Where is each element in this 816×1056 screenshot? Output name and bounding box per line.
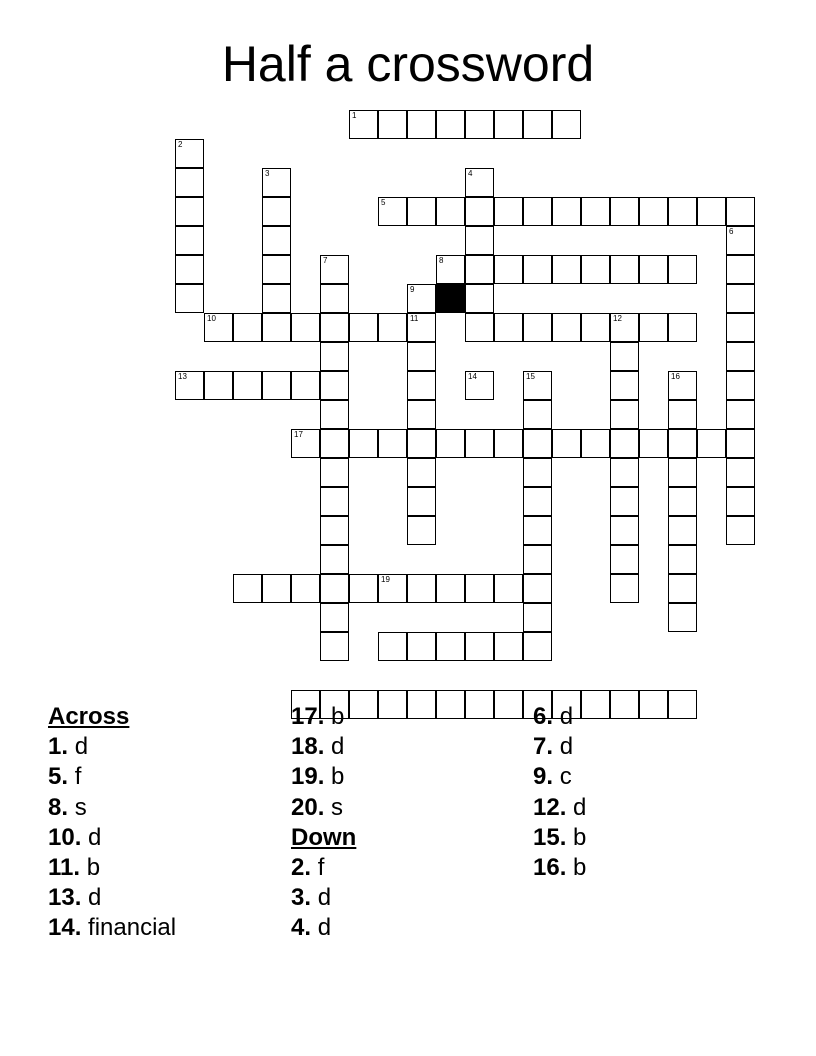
grid-cell[interactable]: [233, 313, 262, 342]
grid-cell[interactable]: [494, 313, 523, 342]
grid-cell[interactable]: [378, 690, 407, 719]
grid-cell[interactable]: [291, 574, 320, 603]
clue-number: 7: [323, 256, 328, 265]
grid-cell[interactable]: [262, 226, 291, 255]
grid-cell[interactable]: [320, 313, 349, 342]
clue-number: 10: [207, 314, 216, 323]
clue-item-text: s: [331, 793, 344, 821]
grid-cell[interactable]: [175, 371, 204, 400]
grid-cell[interactable]: [552, 197, 581, 226]
clue-item-number: 4.: [291, 914, 312, 942]
clue-number: 13: [178, 372, 187, 381]
grid-cell[interactable]: [581, 313, 610, 342]
grid-cell[interactable]: [668, 458, 697, 487]
clue-item: [48, 853, 176, 883]
grid-cell[interactable]: [320, 603, 349, 632]
grid-cell[interactable]: [494, 429, 523, 458]
grid-cell[interactable]: [668, 574, 697, 603]
clue-item-text: b: [86, 854, 101, 882]
clue-number: 11: [410, 314, 419, 323]
grid-cell[interactable]: [552, 313, 581, 342]
grid-cell[interactable]: [378, 574, 407, 603]
grid-cell[interactable]: [320, 284, 349, 313]
grid-cell[interactable]: [407, 110, 436, 139]
clue-item-text: d: [559, 703, 574, 730]
grid-cell[interactable]: [523, 574, 552, 603]
grid-cell[interactable]: [175, 197, 204, 226]
grid-cell[interactable]: [581, 197, 610, 226]
clue-number: 8: [439, 256, 444, 265]
clue-number: 14: [468, 372, 477, 381]
clue-number: 6: [729, 227, 734, 236]
grid-cell[interactable]: [465, 632, 494, 661]
grid-cell[interactable]: [436, 110, 465, 139]
grid-cell[interactable]: [349, 429, 378, 458]
clue-item: [291, 853, 356, 883]
grid-cell[interactable]: [320, 574, 349, 603]
grid-cell[interactable]: [639, 690, 668, 719]
grid-cell[interactable]: [378, 429, 407, 458]
clue-item-text: b: [331, 703, 345, 730]
clue-number: 15: [526, 372, 535, 381]
grid-cell[interactable]: [610, 574, 639, 603]
grid-cell[interactable]: [378, 313, 407, 342]
grid-cell[interactable]: [581, 429, 610, 458]
grid-cell[interactable]: [523, 603, 552, 632]
grid-cell[interactable]: [726, 284, 755, 313]
clue-item-number: 8.: [48, 793, 69, 821]
grid-cell[interactable]: [523, 371, 552, 400]
grid-cell[interactable]: [262, 284, 291, 313]
grid-cell[interactable]: [697, 197, 726, 226]
clue-item-number: 17.: [291, 703, 325, 730]
clue-item-text: d: [573, 793, 587, 821]
grid-cell[interactable]: [407, 632, 436, 661]
clue-item-text: d: [74, 733, 89, 761]
clue-item: [291, 702, 356, 732]
clue-item-text: d: [331, 733, 345, 761]
grid-cell[interactable]: [320, 516, 349, 545]
grid-cell[interactable]: [175, 226, 204, 255]
grid-cell[interactable]: [262, 371, 291, 400]
grid-cell[interactable]: [726, 197, 755, 226]
grid-cell[interactable]: [668, 516, 697, 545]
clue-item-text: d: [88, 823, 102, 851]
clue-item-text: b: [573, 854, 587, 882]
grid-cell[interactable]: [610, 400, 639, 429]
clue-number: 9: [410, 285, 415, 294]
grid-cell[interactable]: [523, 545, 552, 574]
grid-cell[interactable]: [523, 197, 552, 226]
grid-cell[interactable]: [668, 197, 697, 226]
clue-item-number: 7.: [533, 733, 554, 761]
grid-cell[interactable]: [523, 255, 552, 284]
clue-item-number: 2.: [291, 854, 312, 882]
clue-item: [48, 793, 176, 823]
grid-cell[interactable]: [465, 371, 494, 400]
clue-item: [533, 762, 586, 792]
grid-cell[interactable]: [175, 284, 204, 313]
clue-item-number: 16.: [533, 854, 567, 882]
clue-item: [533, 793, 586, 823]
grid-cell[interactable]: [668, 603, 697, 632]
clue-item: [533, 732, 586, 762]
grid-cell[interactable]: [262, 168, 291, 197]
grid-cell[interactable]: [523, 110, 552, 139]
grid-cell[interactable]: [523, 429, 552, 458]
grid-cell[interactable]: [465, 429, 494, 458]
grid-cell[interactable]: [436, 690, 465, 719]
grid-cell[interactable]: [320, 371, 349, 400]
grid-cell[interactable]: [697, 429, 726, 458]
grid-cell[interactable]: [639, 255, 668, 284]
grid-cell[interactable]: [262, 255, 291, 284]
clue-item: [48, 732, 176, 762]
clue-item-text: c: [559, 763, 572, 791]
clue-item-number: 15.: [533, 823, 567, 851]
clue-item-number: 12.: [533, 793, 567, 821]
grid-cell[interactable]: [726, 371, 755, 400]
clue-item-text: f: [74, 763, 82, 791]
clue-item-number: 3.: [291, 884, 312, 912]
grid-cell[interactable]: [407, 429, 436, 458]
clue-item: [48, 913, 176, 943]
grid-cell[interactable]: [378, 197, 407, 226]
grid-cell[interactable]: [494, 690, 523, 719]
grid-cell[interactable]: [262, 197, 291, 226]
grid-cell[interactable]: [668, 371, 697, 400]
clue-number: 2: [178, 140, 183, 149]
grid-cell[interactable]: [494, 197, 523, 226]
grid-cell[interactable]: [378, 632, 407, 661]
clue-item: [533, 702, 586, 732]
grid-cell[interactable]: [407, 487, 436, 516]
grid-cell[interactable]: [523, 632, 552, 661]
clue-number: 5: [381, 198, 386, 207]
grid-cell[interactable]: [465, 284, 494, 313]
grid-cell[interactable]: [465, 255, 494, 284]
grid-cell[interactable]: [668, 429, 697, 458]
clue-column-3: [533, 702, 586, 883]
clue-item: [48, 823, 176, 853]
grid-cell[interactable]: [610, 342, 639, 371]
clue-section-heading: Down: [291, 823, 357, 851]
grid-cell[interactable]: [175, 139, 204, 168]
grid-cell[interactable]: [552, 255, 581, 284]
grid-cell[interactable]: [407, 690, 436, 719]
clue-item-text: b: [573, 823, 587, 851]
clue-number: 4: [468, 169, 473, 178]
grid-cell[interactable]: [639, 313, 668, 342]
clue-number: 19: [381, 575, 390, 584]
grid-cell[interactable]: [320, 632, 349, 661]
grid-cell[interactable]: [175, 168, 204, 197]
grid-cell[interactable]: [349, 110, 378, 139]
clue-item-text: financial: [88, 914, 177, 942]
clue-number: 16: [671, 372, 680, 381]
clue-item-number: 10.: [48, 823, 82, 851]
grid-cell[interactable]: [407, 313, 436, 342]
clue-item-number: 20.: [291, 793, 325, 821]
grid-cell[interactable]: [349, 574, 378, 603]
grid-cell[interactable]: [668, 255, 697, 284]
grid-cell[interactable]: [175, 255, 204, 284]
clue-item-number: 9.: [533, 763, 554, 791]
grid-cell[interactable]: [523, 487, 552, 516]
grid-cell[interactable]: [610, 197, 639, 226]
grid-cell[interactable]: [726, 342, 755, 371]
clue-item-number: 1.: [48, 733, 69, 761]
grid-cell[interactable]: [494, 255, 523, 284]
grid-cell[interactable]: [726, 255, 755, 284]
grid-cell[interactable]: [465, 690, 494, 719]
grid-cell[interactable]: [320, 255, 349, 284]
grid-cell[interactable]: [726, 458, 755, 487]
grid-cell[interactable]: [407, 342, 436, 371]
clue-item-number: 11.: [48, 854, 81, 882]
grid-cell[interactable]: [407, 197, 436, 226]
grid-cell[interactable]: [233, 574, 262, 603]
grid-cell[interactable]: [465, 226, 494, 255]
grid-cell[interactable]: [610, 371, 639, 400]
grid-cell[interactable]: [291, 313, 320, 342]
grid-cell[interactable]: [668, 400, 697, 429]
clue-item-number: 14.: [48, 914, 82, 942]
grid-cell[interactable]: [436, 197, 465, 226]
grid-cell[interactable]: [610, 458, 639, 487]
grid-cell[interactable]: [407, 400, 436, 429]
grid-cell[interactable]: [465, 168, 494, 197]
grid-cell[interactable]: [204, 313, 233, 342]
grid-cell[interactable]: [436, 632, 465, 661]
grid-cell[interactable]: [610, 487, 639, 516]
grid-cell[interactable]: [523, 516, 552, 545]
grid-cell[interactable]: [378, 110, 407, 139]
grid-cell[interactable]: [233, 371, 262, 400]
page-title: Half a crossword: [221, 36, 595, 92]
grid-cell[interactable]: [610, 545, 639, 574]
grid-cell[interactable]: [407, 458, 436, 487]
grid-cell[interactable]: [726, 400, 755, 429]
clue-item: [291, 732, 356, 762]
grid-cell[interactable]: [726, 487, 755, 516]
clue-item: [533, 823, 586, 853]
grid-cell[interactable]: [610, 516, 639, 545]
clue-item-number: 5.: [48, 763, 69, 791]
clue-item-number: 18.: [291, 733, 325, 761]
grid-cell[interactable]: [639, 429, 668, 458]
clue-item: [291, 883, 356, 913]
clue-number: 1: [352, 111, 357, 120]
clue-section-heading: Across: [48, 703, 130, 730]
grid-cell[interactable]: [320, 400, 349, 429]
grid-cell[interactable]: [204, 371, 233, 400]
grid-cell[interactable]: [610, 255, 639, 284]
clue-item: [291, 913, 356, 943]
grid-cell[interactable]: [523, 313, 552, 342]
grid-cell[interactable]: [465, 110, 494, 139]
grid-cell[interactable]: [320, 458, 349, 487]
clue-item-text: d: [317, 884, 332, 912]
grid-cell[interactable]: [407, 284, 436, 313]
grid-cell[interactable]: [610, 313, 639, 342]
grid-block-cell: [436, 284, 465, 313]
clue-item: [533, 853, 586, 883]
grid-cell[interactable]: [610, 690, 639, 719]
clue-item-number: 6.: [533, 703, 554, 730]
clue-number: 17: [294, 430, 303, 439]
grid-cell[interactable]: [407, 516, 436, 545]
grid-cell[interactable]: [668, 487, 697, 516]
clue-number: 3: [265, 169, 270, 178]
grid-cell[interactable]: [320, 429, 349, 458]
clue-number: 12: [613, 314, 622, 323]
clue-item-text: s: [74, 793, 87, 821]
grid-cell[interactable]: [581, 255, 610, 284]
clue-item-number: 19.: [291, 763, 325, 791]
grid-cell[interactable]: [494, 110, 523, 139]
grid-cell[interactable]: [552, 110, 581, 139]
grid-cell[interactable]: [726, 313, 755, 342]
grid-cell[interactable]: [262, 313, 291, 342]
grid-cell[interactable]: [465, 574, 494, 603]
grid-cell[interactable]: [465, 197, 494, 226]
grid-cell[interactable]: [407, 371, 436, 400]
grid-cell[interactable]: [262, 574, 291, 603]
clue-item: [291, 793, 356, 823]
grid-cell[interactable]: [610, 429, 639, 458]
grid-cell[interactable]: [668, 690, 697, 719]
clue-item-text: d: [88, 884, 102, 912]
grid-cell[interactable]: [668, 545, 697, 574]
clue-item-text: f: [317, 854, 325, 882]
grid-cell[interactable]: [523, 458, 552, 487]
grid-cell[interactable]: [523, 400, 552, 429]
clue-item-text: d: [559, 733, 574, 761]
grid-cell[interactable]: [436, 574, 465, 603]
grid-cell[interactable]: [291, 371, 320, 400]
grid-cell[interactable]: [494, 632, 523, 661]
grid-cell[interactable]: [639, 197, 668, 226]
grid-cell[interactable]: [291, 429, 320, 458]
grid-cell[interactable]: [726, 226, 755, 255]
grid-cell[interactable]: [320, 545, 349, 574]
grid-cell[interactable]: [436, 429, 465, 458]
grid-cell[interactable]: [668, 313, 697, 342]
grid-cell[interactable]: [407, 574, 436, 603]
clue-item-text: b: [331, 763, 345, 791]
clue-column-1: [48, 702, 176, 944]
clue-column-2: [291, 702, 356, 944]
grid-cell[interactable]: [465, 313, 494, 342]
grid-cell[interactable]: [320, 487, 349, 516]
clue-item: [48, 762, 176, 792]
grid-cell[interactable]: [349, 313, 378, 342]
clue-item-text: d: [317, 914, 332, 942]
clue-item: [291, 762, 356, 792]
grid-cell[interactable]: [726, 429, 755, 458]
grid-cell[interactable]: [494, 574, 523, 603]
grid-cell[interactable]: [726, 516, 755, 545]
clue-item-number: 13.: [48, 884, 82, 912]
clue-item: [48, 883, 176, 913]
grid-cell[interactable]: [552, 429, 581, 458]
grid-cell[interactable]: [436, 255, 465, 284]
grid-cell[interactable]: [320, 342, 349, 371]
